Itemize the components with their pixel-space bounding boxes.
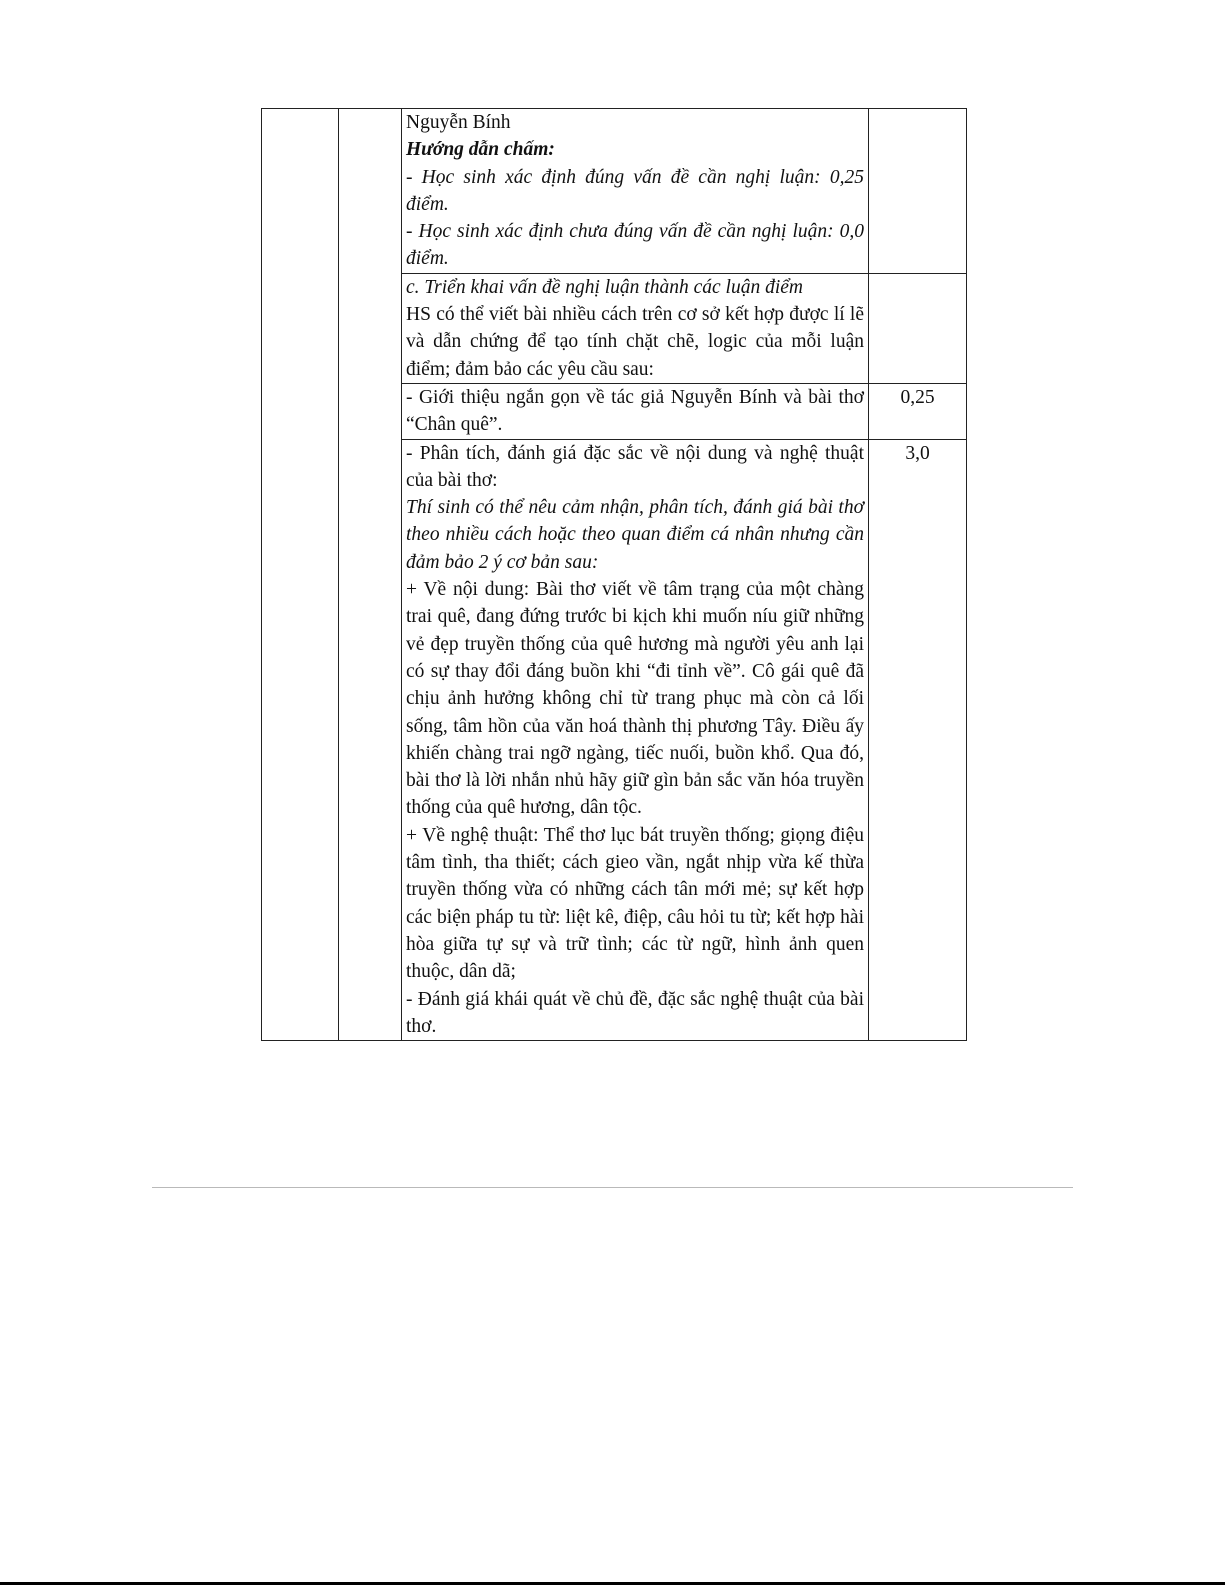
score-cell <box>869 109 967 274</box>
grading-table <box>261 108 967 1041</box>
analysis-note: Thí sinh có thể nêu cảm nhận, phân tích, đánh giá bài thơ theo nhiều cách hoặc theo quan điểm cá nhân nhưng cần đảm bảo 2 ý cơ bản sau: <box>406 497 864 573</box>
analysis-intro: - Phân tích, đánh giá đặc sắc về nội dung và nghệ thuật của bài thơ: <box>406 442 864 491</box>
art-point: + Về nghệ thuật: Thể thơ lục bát truyền thống; giọng điệu tâm tình, tha thiết; cách gieo vần, ngắt nhịp vừa kế thừa truyền thống vừa có những cách tân mới mẻ; sự kết hợp các biện pháp tu từ: liệt kê, điệp, câu hỏi tu từ; kết hợp hài hòa giữa tự sự và trữ tình; các từ ngữ, hình ảnh quen thuộc, dân dã; <box>406 824 864 983</box>
content-point: + Về nội dung: Bài thơ viết về tâm trạng của một chàng trai quê, đang đứng trước bi kịch khi muốn níu giữ những vẻ đẹp truyền thống của quê hương mà người yêu anh lại có sự thay đổi đáng buồn khi “đi tỉnh về”. Cô gái quê đã chịu ảnh hưởng không chỉ từ trang phục mà còn cả lối sống, tâm hồn của văn hoá thành thị phương Tây. Điều ấy khiến chàng trai ngỡ ngàng, tiếc nuối, buồn khổ. Qua đó, bài thơ là lời nhắn nhủ hãy giữ gìn bản sắc văn hóa truyền thống của quê hương, dân tộc. <box>406 579 864 819</box>
grading-guide-correct: - Học sinh xác định đúng vấn đề cần nghị luận: 0,25 điểm. <box>406 166 864 215</box>
page-divider <box>152 1187 1073 1188</box>
table-row <box>262 109 967 274</box>
content-cell <box>402 273 869 383</box>
content-cell <box>402 439 869 1041</box>
grading-guide-incorrect: - Học sinh xác định chưa đúng vấn đề cần nghị luận: 0,0 điểm. <box>406 221 864 270</box>
score-cell: 3,0 <box>869 439 967 1041</box>
content-cell <box>402 383 869 439</box>
section-body: HS có thể viết bài nhiều cách trên cơ sở kết hợp được lí lẽ và dẫn chứng để tạo tính chặt chẽ, logic của mỗi luận điểm; đảm bảo các yêu cầu sau: <box>406 304 864 380</box>
author-line: Nguyễn Bính <box>406 112 511 133</box>
content-cell <box>402 109 869 274</box>
section-cell <box>262 109 339 1041</box>
introduction-item: - Giới thiệu ngắn gọn về tác giả Nguyễn Bính và bài thơ “Chân quê”. <box>406 386 864 436</box>
evaluation-item: - Đánh giá khái quát về chủ đề, đặc sắc nghệ thuật của bài thơ. <box>406 988 864 1037</box>
score-cell: 0,25 <box>869 383 967 439</box>
score-cell <box>869 273 967 383</box>
item-cell <box>339 109 402 1041</box>
section-heading: c. Triển khai vấn đề nghị luận thành các luận điểm <box>406 276 803 298</box>
grading-guide-heading: Hướng dẫn chấm: <box>406 139 555 161</box>
